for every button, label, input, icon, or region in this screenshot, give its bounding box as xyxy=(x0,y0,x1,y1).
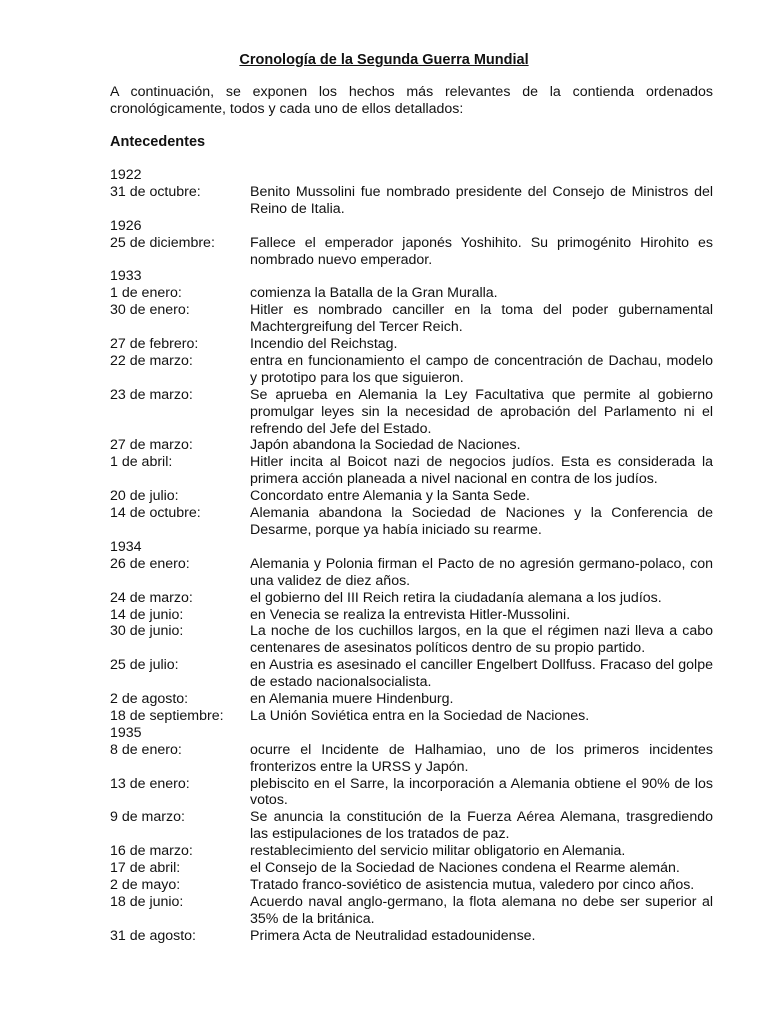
timeline-entry xyxy=(110,860,713,877)
year-heading: 1926 xyxy=(110,217,142,234)
timeline-entry xyxy=(110,623,713,657)
entry-description: Fallece el emperador japonés Yoshihito. Su primogénito Hirohito es nombrado nuevo emperador. xyxy=(250,234,713,268)
entry-date: 27 de marzo: xyxy=(110,437,193,454)
entry-description: Acuerdo naval anglo-germano, la flota alemana no debe ser superior al 35% de la británica. xyxy=(250,893,713,927)
timeline-entry xyxy=(110,742,713,776)
entry-description: ocurre el Incidente de Halhamiao, uno de los primeros incidentes fronterizos entre la URSS y Japón. xyxy=(250,741,713,775)
entry-description: Concordato entre Alemania y la Santa Sede. xyxy=(250,488,530,505)
intro-paragraph: A continuación, se exponen los hechos más relevantes de la contienda ordenados cronológicamente, todos y cada uno de ellos detallados: xyxy=(110,84,713,118)
entry-description: Hitler es nombrado canciller en la toma del poder gubernamental Machtergreifung del Tercer Reich. xyxy=(250,302,713,336)
entry-date: 23 de marzo: xyxy=(110,386,193,403)
entry-date: 9 de marzo: xyxy=(110,809,185,826)
timeline-entry xyxy=(110,336,713,353)
entry-description: Tratado franco-soviético de asistencia mutua, valedero por cinco años. xyxy=(250,876,695,893)
year-heading: 1934 xyxy=(110,538,142,555)
entry-description: entra en funcionamiento el campo de concentración de Dachau, modelo y prototipo para los que siguieron. xyxy=(250,352,713,386)
year-heading: 1922 xyxy=(110,167,142,183)
entry-description: Alemania y Polonia firman el Pacto de no agresión germano-polaco, con una validez de diez años. xyxy=(250,555,713,589)
entry-description: La Unión Soviética entra en la Sociedad de Naciones. xyxy=(250,707,590,724)
document-title: Cronología de la Segunda Guerra Mundial xyxy=(239,52,529,68)
entry-description: Incendio del Reichstag. xyxy=(250,336,398,353)
entry-date: 8 de enero: xyxy=(110,741,182,758)
entry-date: 22 de marzo: xyxy=(110,352,193,369)
timeline-entry xyxy=(110,776,713,810)
timeline-entry xyxy=(110,708,713,725)
entry-date: 2 de agosto: xyxy=(110,691,189,708)
entry-description: Alemania abandona la Sociedad de Naciones y la Conferencia de Desarme, porque ya había iniciado su rearme. xyxy=(250,505,713,538)
timeline-entry xyxy=(110,877,713,894)
entry-date: 20 de julio: xyxy=(110,488,179,505)
entry-description: el gobierno del III Reich retira la ciudadanía alemana a los judíos. xyxy=(250,589,662,606)
timeline-entry xyxy=(110,285,713,302)
entry-date: 25 de diciembre: xyxy=(110,234,215,251)
timeline-entry xyxy=(110,657,713,691)
entry-description: Se anuncia la constitución de la Fuerza Aérea Alemana, trasgrediendo las estipulaciones de los tratados de paz. xyxy=(250,809,713,843)
entry-date: 17 de abril: xyxy=(110,860,181,877)
entry-date: 27 de febrero: xyxy=(110,336,199,353)
entry-description: plebiscito en el Sarre, la incorporación a Alemania obtiene el 90% de los votos. xyxy=(250,775,713,809)
entry-description: Japón abandona la Sociedad de Naciones. xyxy=(250,437,521,454)
timeline xyxy=(110,167,713,945)
timeline-entry xyxy=(110,235,713,269)
section-heading: Antecedentes xyxy=(110,134,206,150)
entry-date: 31 de octubre: xyxy=(110,183,201,200)
timeline-entry xyxy=(110,809,713,843)
entry-description: en Austria es asesinado el canciller Engelbert Dollfuss. Fracaso del golpe de estado nacionalsocialista. xyxy=(250,657,713,691)
entry-description: La noche de los cuchillos largos, en la que el régimen nazi lleva a cabo centenares de asesinatos políticos dentro de su propio partido. xyxy=(250,623,713,657)
entry-date: 16 de marzo: xyxy=(110,843,193,860)
timeline-entry xyxy=(110,353,713,387)
timeline-entry xyxy=(110,488,713,505)
entry-date: 31 de agosto: xyxy=(110,927,196,944)
entry-date: 24 de marzo: xyxy=(110,589,193,606)
entry-date: 18 de junio: xyxy=(110,893,184,910)
timeline-entry xyxy=(110,894,713,928)
entry-date: 1 de enero: xyxy=(110,285,182,302)
entry-description: en Alemania muere Hindenburg. xyxy=(250,691,454,708)
entry-description: Hitler incita al Boicot nazi de negocios judíos. Esta es considerada la primera acción planeada a nivel nacional en contra de los judíos. xyxy=(250,454,713,488)
entry-date: 14 de octubre: xyxy=(110,505,201,522)
entry-date: 25 de julio: xyxy=(110,657,179,674)
entry-description: Primera Acta de Neutralidad estadounidense. xyxy=(250,927,536,944)
timeline-entry xyxy=(110,691,713,708)
entry-description: comienza la Batalla de la Gran Muralla. xyxy=(250,285,498,302)
year-heading: 1933 xyxy=(110,268,142,285)
entry-date: 14 de junio: xyxy=(110,606,184,623)
entry-date: 2 de mayo: xyxy=(110,876,181,893)
timeline-entry xyxy=(110,387,713,438)
timeline-entry xyxy=(110,437,713,454)
entry-description: restablecimiento del servicio militar obligatorio en Alemania. xyxy=(250,843,626,860)
timeline-entry xyxy=(110,184,713,218)
entry-date: 18 de septiembre: xyxy=(110,707,224,724)
timeline-entry xyxy=(110,556,713,590)
timeline-entry xyxy=(110,302,713,336)
timeline-entry xyxy=(110,505,713,539)
year-heading: 1935 xyxy=(110,724,142,741)
entry-date: 26 de enero: xyxy=(110,555,190,572)
timeline-entry xyxy=(110,843,713,860)
timeline-entry xyxy=(110,454,713,488)
entry-description: el Consejo de la Sociedad de Naciones condena el Rearme alemán. xyxy=(250,860,680,877)
entry-date: 13 de enero: xyxy=(110,775,190,792)
timeline-entry xyxy=(110,607,713,624)
entry-date: 30 de enero: xyxy=(110,302,190,319)
entry-description: Se aprueba en Alemania la Ley Facultativa que permite al gobierno promulgar leyes sin la necesidad de aprobación del Parlamento ni el refrendo del Jefe del Estado. xyxy=(250,386,713,437)
entry-description: Benito Mussolini fue nombrado presidente del Consejo de Ministros del Reino de Italia. xyxy=(250,183,713,217)
timeline-entry xyxy=(110,590,713,607)
entry-date: 1 de abril: xyxy=(110,454,173,471)
entry-date: 30 de junio: xyxy=(110,623,184,640)
entry-description: en Venecia se realiza la entrevista Hitler-Mussolini. xyxy=(250,606,571,623)
timeline-entry xyxy=(110,928,713,945)
